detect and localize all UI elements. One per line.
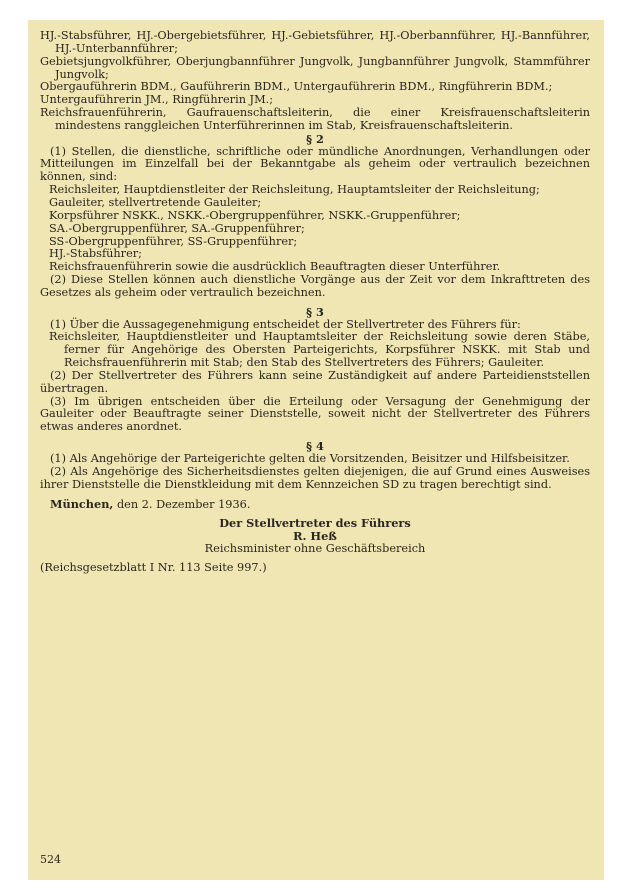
list-item: Gebietsjungvolkführer, Oberjungbannführer Jungvolk, Jungbannführer Jungvolk, Stammführer Jungvolk;	[40, 54, 590, 81]
list-item: SS-Obergruppenführer, SS-Gruppenführer;	[49, 234, 298, 248]
date-line	[40, 498, 590, 512]
page-number: 524	[40, 853, 61, 866]
signatory-name: R. Heß	[293, 529, 337, 544]
section-heading-4: § 4	[306, 439, 324, 454]
signatory-title: Der Stellvertreter des Führers	[219, 516, 411, 531]
section-heading-3: § 3	[306, 304, 324, 319]
list-item: Gauleiter, stellvertretende Gauleiter;	[49, 195, 262, 209]
paragraph: (1) Stellen, die dienstliche, schriftliche oder mündliche Anordnungen, Verhandlungen oder Mitteilungen im Einzelfall bei der Bekanntgabe als geheim oder vertraulich bezeichnen können, sind:	[40, 144, 590, 184]
paragraph: (2) Als Angehörige des Sicherheitsdienstes gelten diejenigen, die auf Grund eines Ausweises ihrer Dienststelle die Dienstkleidung mit dem Kennzeichen SD zu tragen berechtigt sind.	[40, 464, 590, 491]
date: den 2. Dezember 1936.	[113, 497, 251, 511]
section-heading-2: § 2	[306, 131, 324, 146]
list-item: Reichsfrauenführerin sowie die ausdrücklich Beauftragten dieser Unterführer.	[49, 260, 501, 274]
list-item: Obergauführerin BDM., Gauführerin BDM., Untergauführerin BDM., Ringführerin BDM.;	[40, 80, 553, 94]
list-item: HJ.-Stabsführer, HJ.-Obergebietsführer, HJ.-Gebietsführer, HJ.-Oberbannführer, HJ.-Bannführer, HJ.-Unterbannführer;	[40, 29, 590, 55]
list-item: Reichsfrauenführerin, Gaufrauenschaftsleiterin, die einer Kreisfrauenschaftsleiterin mindestens ranggleichen Unterführerinnen im Stab, Kreisfrauenschaftsleiterin.	[40, 106, 590, 132]
list-item: Reichsleiter, Hauptdienstleiter und Hauptamtsleiter der Reichsleitung sowie deren Stäbe, ferner für Angehörige des Obersten Parteigerichts, Korpsführer NSKK. mit Stab und Reichsfrauenführerin mit Stab; den Stab des Stellvertreters des Führers; Gauleiter.	[49, 330, 590, 370]
list-item: Untergauführerin JM., Ringführerin JM.;	[40, 93, 274, 107]
list-item: Reichsleiter, Hauptdienstleiter der Reichsleitung, Hauptamtsleiter der Reichsleitung;	[49, 183, 540, 197]
paragraph: (3) Im übrigen entscheiden über die Erteilung oder Versagung der Genehmigung der Gauleiter oder Beauftragte seiner Dienststelle, soweit nicht der Stellvertreter des Führers etwas anderes anordnet.	[40, 394, 590, 434]
list-item: Korpsführer NSKK., NSKK.-Obergruppenführer, NSKK.-Gruppenführer;	[49, 208, 461, 222]
paragraph: (1) Als Angehörige der Parteigerichte gelten die Vorsitzenden, Beisitzer und Hilfsbeisitzer.	[50, 452, 570, 465]
document-text	[40, 30, 590, 575]
signatory-office: Reichsminister ohne Geschäftsbereich	[204, 542, 426, 556]
source-reference: (Reichsgesetzblatt I Nr. 113 Seite 997.)	[40, 560, 267, 574]
list-item: SA.-Obergruppenführer, SA.-Gruppenführer;	[49, 221, 305, 235]
place: München,	[50, 496, 114, 511]
paragraph: (1) Über die Aussagegenehmigung entscheidet der Stellvertreter des Führers für:	[50, 317, 521, 331]
paragraph: (2) Der Stellvertreter des Führers kann seine Zuständigkeit auf andere Parteidienststellen übertragen.	[40, 368, 590, 395]
document-page	[28, 20, 604, 880]
paragraph: (2) Diese Stellen können auch dienstliche Vorgänge aus der Zeit vor dem Inkrafttreten des Gesetzes als geheim oder vertraulich bezeichnen.	[40, 273, 590, 299]
list-item: HJ.-Stabsführer;	[49, 247, 142, 261]
